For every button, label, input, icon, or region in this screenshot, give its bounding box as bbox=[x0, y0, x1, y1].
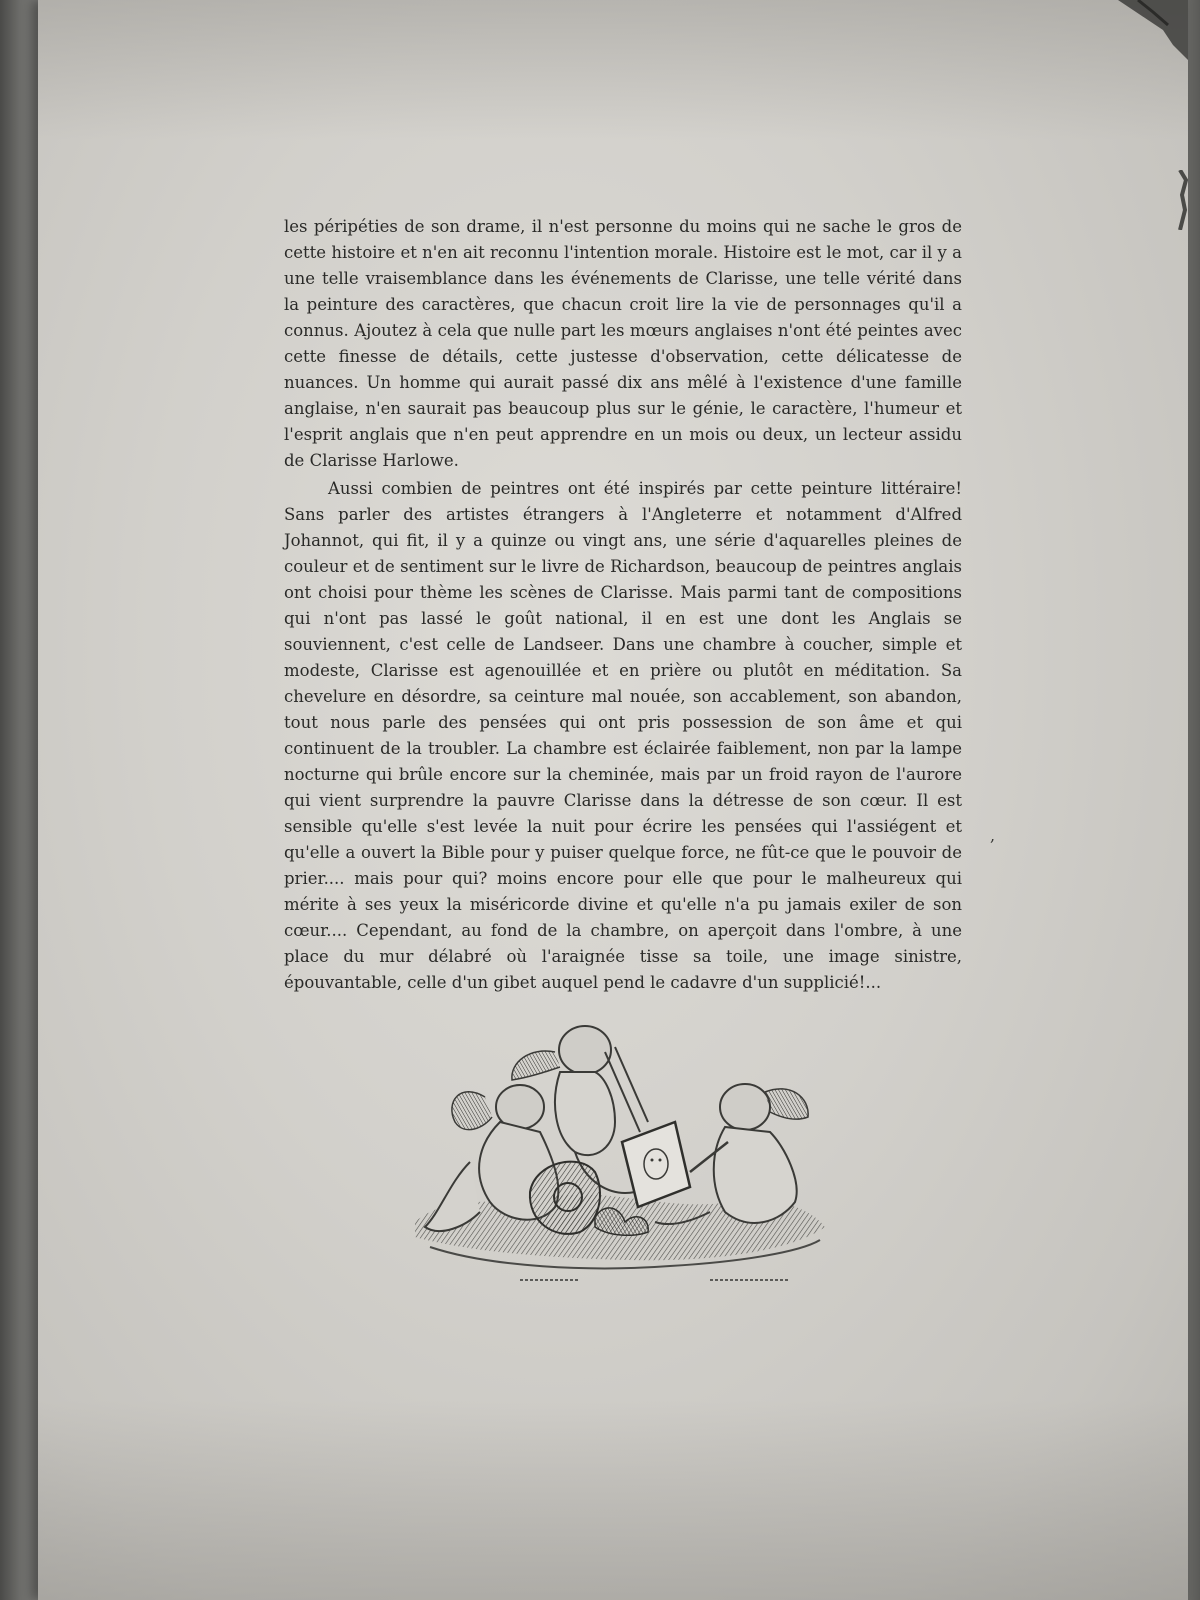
body-text bbox=[284, 214, 962, 998]
torn-corner-mark bbox=[1078, 0, 1188, 70]
paragraph-1: les péripéties de son drame, il n'est personne du moins qui ne sache le gros de cette histoire et n'en ait reconnu l'intention morale. Histoire est le mot, car il y a une telle vraisemblance dans les événements de Clarisse, une telle vérité dans la peinture des caractères, que chacun croit lire la vie de personnages qu'il a connus. Ajoutez à cela que nulle part les mœurs anglaises n'ont été peintes avec cette finesse de détails, cette justesse d'observation, cette délicatesse de nuances. Un homme qui aurait passé dix ans mêlé à l'existence d'une famille anglaise, n'en saurait pas beaucoup plus sur le génie, le caractère, l'humeur et l'esprit anglais que n'en peut apprendre en un mois ou deux, un lecteur assidu de Clarisse Harlowe. bbox=[284, 217, 962, 470]
sheet-shading-top bbox=[38, 0, 1188, 140]
stray-mark: , bbox=[990, 826, 996, 845]
cherubs-vignette-illustration bbox=[410, 1022, 830, 1292]
paragraph-2: Aussi combien de peintres ont été inspirés par cette peinture littéraire! Sans parler des artistes étrangers à l'Angleterre et notamment d'Alfred Johannot, qui fit, il y a quinze ou vingt ans, une série d'aquarelles pleines de couleur et de sentiment sur le livre de Richardson, beaucoup de peintres anglais ont choisi pour thème les scènes de Clarisse. Mais parmi tant de compositions qui n'ont pas lassé le goût national, il en est une dont les Anglais se souviennent, c'est celle de Landseer. Dans une chambre à coucher, simple et modeste, Clarisse est agenouillée et en prière ou plutôt en méditation. Sa chevelure en désordre, sa ceinture mal nouée, son accablement, son abandon, tout nous parle des pensées qui ont pris possession de son âme et qui continuent de la troubler. La chambre est éclairée faiblement, non par la lampe nocturne qui brûle encore sur la cheminée, mais par un froid rayon de l'aurore qui vient surprendre la pauvre Clarisse dans la détresse de son cœur. Il est sensible qu'elle s'est levée la nuit pour écrire les pensées qui l'assiégent et qu'elle a ouvert la Bible pour y puiser quelque force, ne fût-ce que le pouvoir de prier.... mais pour qui? moins encore pour elle que pour le malheureux qui mérite à ses yeux la miséricorde divine et qu'elle n'a pu jamais exiler de son cœur.... Cependant, au fond de la chambre, on aperçoit dans l'ombre, à une place du mur délabré où l'araignée tisse sa toile, une image sinistre, épouvantable, celle d'un gibet auquel pend le cadavre d'un supplicié!... bbox=[284, 479, 962, 992]
sheet-shading-bottom bbox=[38, 1400, 1188, 1600]
edge-tear-mark bbox=[1168, 170, 1188, 230]
